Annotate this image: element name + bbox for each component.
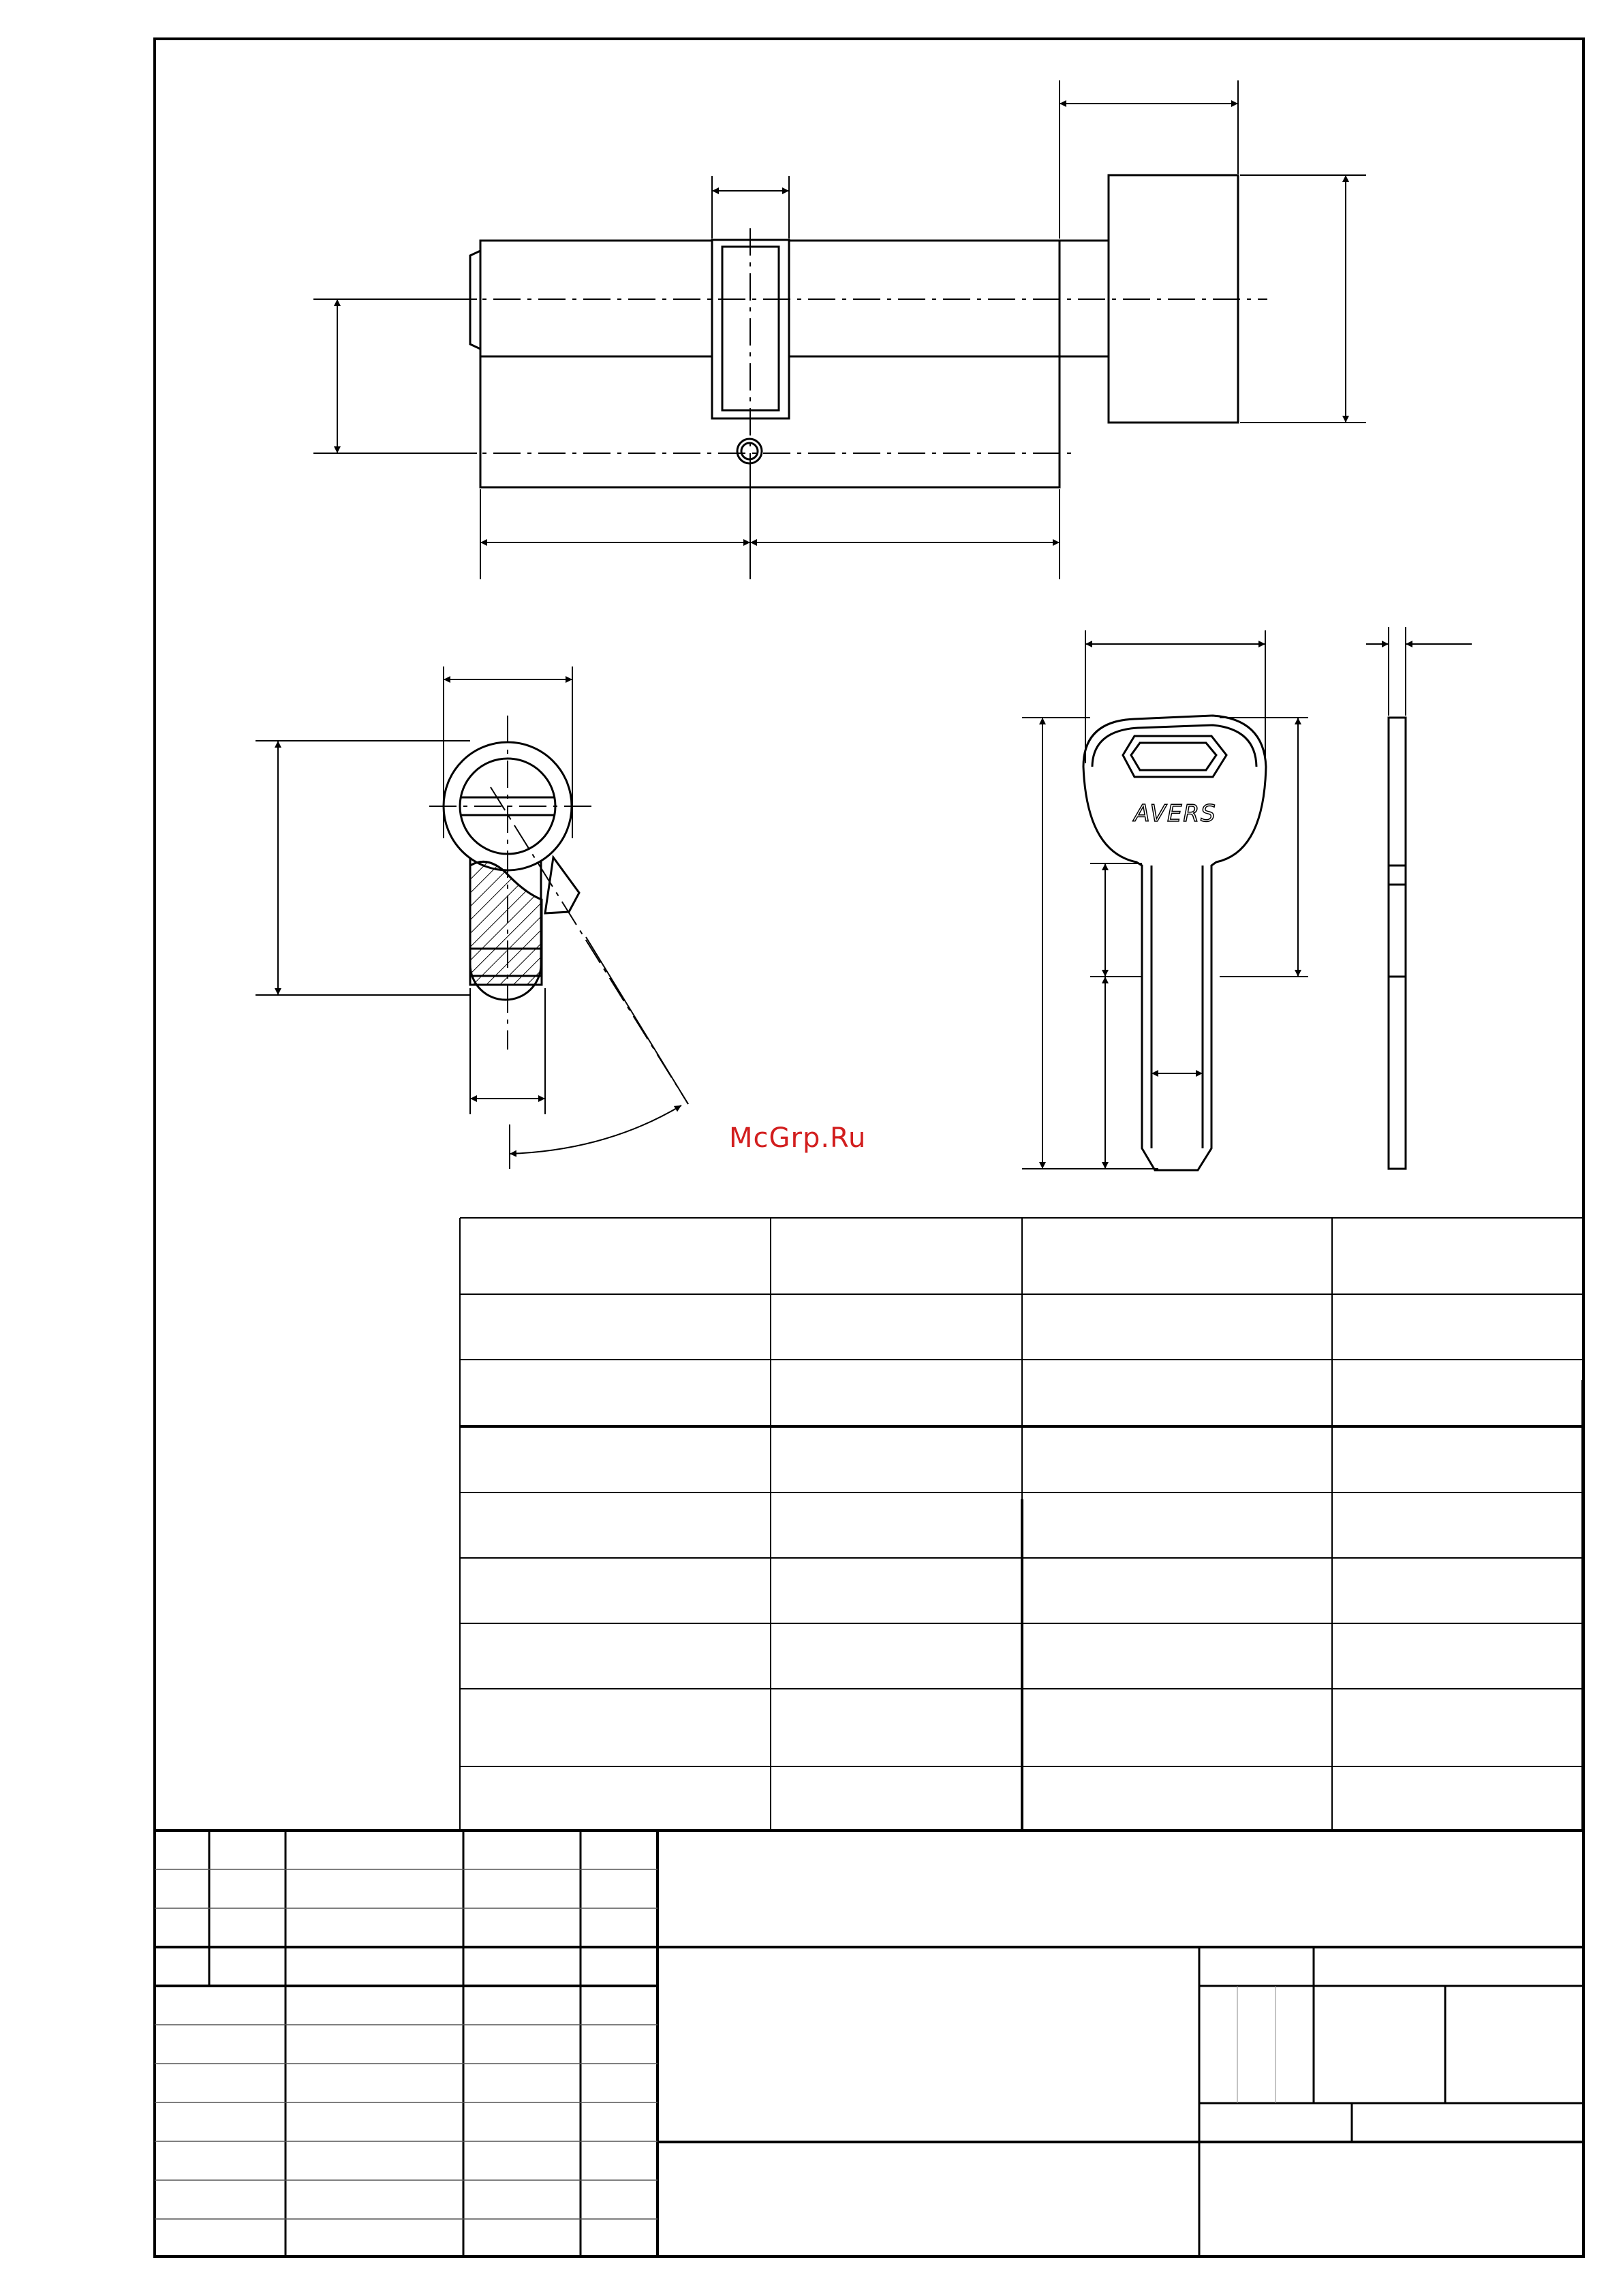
key-dimensions bbox=[1022, 630, 1308, 1169]
specification-table bbox=[460, 1218, 1583, 1831]
watermark-text: McGrp.Ru bbox=[729, 1122, 867, 1154]
key-outline bbox=[1083, 716, 1266, 1170]
key-drawing bbox=[1083, 716, 1266, 1170]
center-lines-top bbox=[313, 228, 1267, 477]
key-brand-logo: AVERS bbox=[1134, 800, 1217, 827]
key-side-view bbox=[1389, 718, 1406, 1169]
dimensions-top bbox=[313, 80, 1366, 579]
cylinder-profile-section bbox=[444, 742, 579, 1000]
key-thickness-dimension bbox=[1366, 627, 1472, 716]
title-block bbox=[155, 1831, 1583, 2256]
cam-lever bbox=[545, 857, 579, 913]
cylinder-side-view bbox=[470, 175, 1238, 487]
